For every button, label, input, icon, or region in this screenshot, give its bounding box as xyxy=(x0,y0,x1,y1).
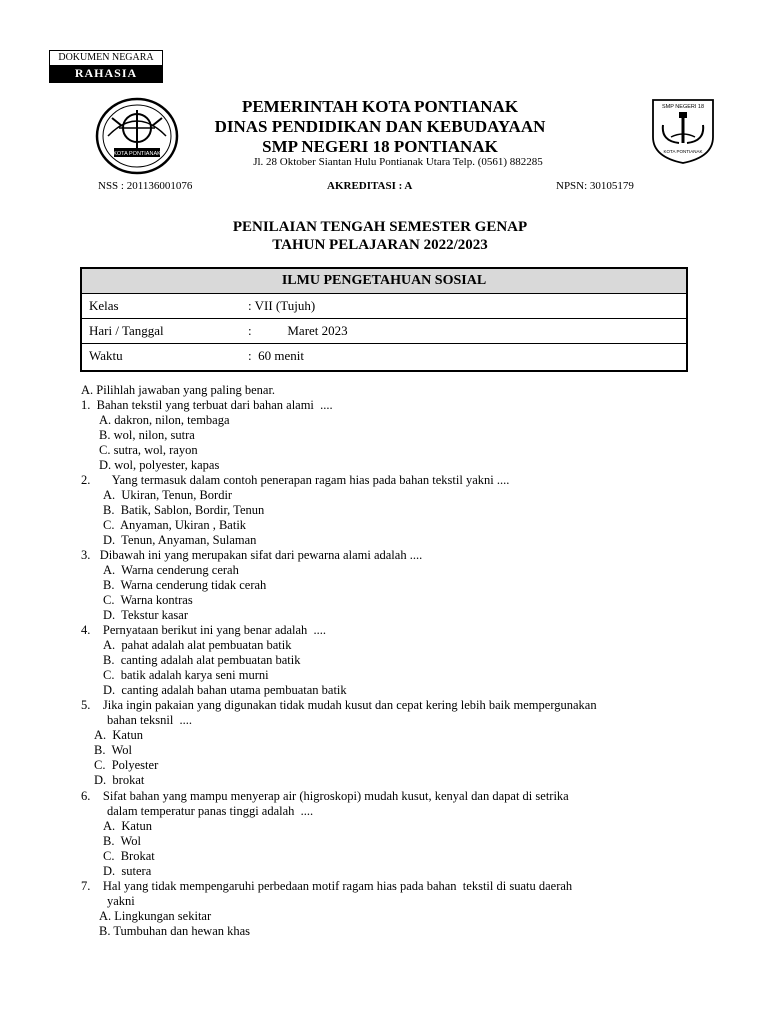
question-6-continued: dalam temperatur panas tinggi adalah .... xyxy=(107,804,314,818)
school-heading: SMP NEGERI 18 PONTIANAK xyxy=(262,137,498,156)
info-label: Kelas xyxy=(89,298,119,313)
document-classification-stamp xyxy=(49,50,163,83)
option-4c: C. batik adalah karya seni murni xyxy=(103,668,269,682)
option-7b: B. Tumbuhan dan hewan khas xyxy=(99,924,251,938)
info-value: : Maret 2023 xyxy=(248,323,348,338)
option-5a: A. Katun xyxy=(94,728,143,742)
option-5c: C. Polyester xyxy=(94,758,159,772)
exam-info-table xyxy=(80,267,688,372)
right-logo-top-text: SMP NEGERI 18 xyxy=(661,104,705,110)
question-7: 7. Hal yang tidak mempengaruhi perbedaan motif ragam hias pada bahan tekstil di suatu daerah xyxy=(81,879,573,893)
option-7a: A. Lingkungan sekitar xyxy=(99,909,212,923)
subject-name: ILMU PENGETAHUAN SOSIAL xyxy=(82,269,686,294)
option-6c: C. Brokat xyxy=(103,849,155,863)
option-6d: D. sutera xyxy=(103,864,152,878)
option-2c: C. Anyaman, Ukiran , Batik xyxy=(103,518,247,532)
info-row-time xyxy=(82,344,686,370)
accreditation: AKREDITASI : A xyxy=(327,180,413,192)
question-6: 6. Sifat bahan yang mampu menyerap air (higroskopi) mudah kusut, kenyal dan dapat di setrika xyxy=(81,789,569,803)
option-2d: D. Tenun, Anyaman, Sulaman xyxy=(103,533,257,547)
question-7-continued: yakni xyxy=(107,894,135,908)
option-3a: A. Warna cenderung cerah xyxy=(103,563,239,577)
info-label: Hari / Tanggal xyxy=(89,323,164,338)
info-row-date xyxy=(82,319,686,344)
info-label: Waktu xyxy=(89,348,123,363)
info-value: : VII (Tujuh) xyxy=(248,298,316,313)
right-logo-bottom-text: KOTA PONTIANAK xyxy=(663,149,703,154)
option-1c: C. sutra, wol, rayon xyxy=(99,443,198,457)
option-1d: D. wol, polyester, kapas xyxy=(99,458,220,472)
stamp-bottom-text: RAHASIA xyxy=(50,65,162,82)
info-value: : 60 menit xyxy=(248,348,304,363)
exam-title: PENILAIAN TENGAH SEMESTER GENAP xyxy=(232,219,528,235)
stamp-top-text: DOKUMEN NEGARA xyxy=(58,52,154,63)
government-heading: PEMERINTAH KOTA PONTIANAK xyxy=(241,97,519,116)
department-heading: DINAS PENDIDIKAN DAN KEBUDAYAAN xyxy=(214,117,546,136)
question-5: 5. Jika ingin pakaian yang digunakan tidak mudah kusut dan cepat kering lebih baik mempergunakan xyxy=(81,698,597,712)
option-2a: A. Ukiran, Tenun, Bordir xyxy=(103,488,233,502)
option-5d: D. brokat xyxy=(94,773,145,787)
question-2: 2. Yang termasuk dalam contoh penerapan ragam hias pada bahan tekstil yakni .... xyxy=(81,473,510,487)
option-3b: B. Warna cenderung tidak cerah xyxy=(103,578,267,592)
question-4: 4. Pernyataan berikut ini yang benar adalah .... xyxy=(81,623,327,637)
info-row-class xyxy=(82,294,686,319)
option-2b: B. Batik, Sablon, Bordir, Tenun xyxy=(103,503,265,517)
option-4d: D. canting adalah bahan utama pembuatan batik xyxy=(103,683,347,697)
city-emblem-logo xyxy=(94,96,180,176)
option-5b: B. Wol xyxy=(94,743,133,757)
question-1: 1. Bahan tekstil yang terbuat dari bahan alami .... xyxy=(81,398,333,412)
question-5-continued: bahan teksnil .... xyxy=(107,713,193,727)
option-3d: D. Tekstur kasar xyxy=(103,608,188,622)
academic-year: TAHUN PELAJARAN 2022/2023 xyxy=(272,237,488,253)
option-6b: B. Wol xyxy=(103,834,142,848)
school-shield-logo xyxy=(649,97,717,165)
section-instruction: A. Pilihlah jawaban yang paling benar. xyxy=(81,383,276,397)
npsn-number: NPSN: 30105179 xyxy=(556,180,634,192)
left-logo-text: KOTA PONTIANAK xyxy=(113,151,161,157)
option-1b: B. wol, nilon, sutra xyxy=(99,428,195,442)
option-6a: A. Katun xyxy=(103,819,152,833)
option-4a: A. pahat adalah alat pembuatan batik xyxy=(103,638,292,652)
question-3: 3. Dibawah ini yang merupakan sifat dari pewarna alami adalah .... xyxy=(81,548,423,562)
school-address: Jl. 28 Oktober Siantan Hulu Pontianak Utara Telp. (0561) 882285 xyxy=(253,156,543,168)
nss-number: NSS : 201136001076 xyxy=(98,180,193,192)
option-3c: C. Warna kontras xyxy=(103,593,193,607)
option-1a: A. dakron, nilon, tembaga xyxy=(99,413,230,427)
option-4b: B. canting adalah alat pembuatan batik xyxy=(103,653,301,667)
